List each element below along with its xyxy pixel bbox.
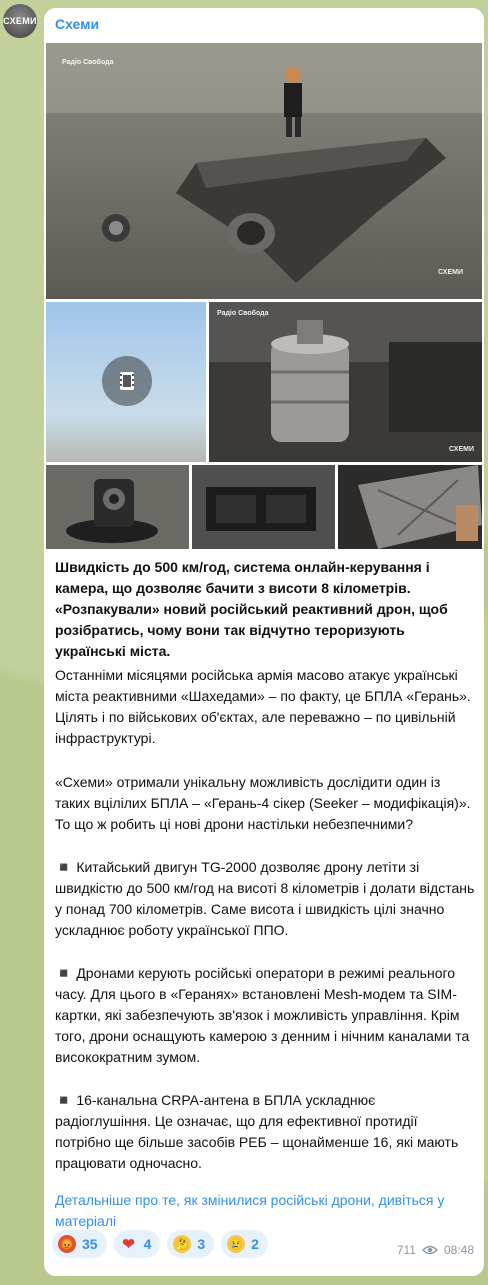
details-link[interactable]: Детальніше про те, як змінилися російські дрони, дивіться у матеріалі <box>55 1192 445 1229</box>
post-intro: Швидкість до 500 км/год, система онлайн-керування і камера, що дозволяє бачити з висоти 8 кілометрів. «Розпакували» новий російський реактивний дрон, щоб розібратись, чому вони так відчутно тероризують українські міста. <box>55 559 448 659</box>
film-icon <box>116 370 138 392</box>
channel-name[interactable]: Схеми <box>55 16 100 32</box>
reactions-bar <box>52 1230 268 1258</box>
photo-camera[interactable] <box>46 465 189 549</box>
post-bullet-antenna: ◾️ 16-канальна CRPA-антена в БПЛА ускладнює радіоглушіння. Це означає, що для ефективної протидії потрібно ще більше засобів РЕБ – щонайменше 16, які мають працювати одночасно. <box>55 1092 459 1171</box>
modem-illustration <box>192 465 335 549</box>
message-time: 08:48 <box>443 1243 474 1257</box>
reaction-crying[interactable] <box>221 1230 268 1258</box>
reaction-count: 35 <box>82 1236 98 1252</box>
message-bubble <box>44 8 484 1276</box>
photo-drone-main[interactable] <box>46 43 482 299</box>
reaction-count: 4 <box>143 1236 152 1252</box>
crying-face-icon: 😢 <box>227 1235 245 1253</box>
play-video-button[interactable] <box>102 356 152 406</box>
reaction-angry[interactable] <box>52 1230 107 1258</box>
engine-illustration <box>209 302 482 462</box>
channel-avatar[interactable] <box>3 4 37 38</box>
photo-antenna[interactable] <box>338 465 482 549</box>
antenna-illustration <box>338 465 482 549</box>
drone-main-illustration <box>46 43 482 299</box>
thinking-face-icon: 🤔 <box>173 1235 191 1253</box>
avatar-text: СХЕМИ <box>3 16 37 26</box>
reaction-count: 3 <box>197 1236 206 1252</box>
photo-engine[interactable] <box>209 302 482 462</box>
post-bullet-engine: ◾️ Китайський двигун TG-2000 дозволяє дрону летіти зі швидкістю до 500 км/год на висоті 8 кілометрів і долати відстань у понад 700 кілометрів. Саме висота і швидкість цілі значно ускладнює роботу української ППО. <box>55 859 475 938</box>
radio-svoboda-watermark: Радіо Свобода <box>62 59 114 66</box>
angry-face-icon: 😡 <box>58 1235 76 1253</box>
radio-svoboda-watermark: Радіо Свобода <box>217 310 269 317</box>
schemes-watermark: СХЕМИ <box>449 446 474 453</box>
post-paragraph-2: «Схеми» отримали унікальну можливість дослідити один із таких вцілілих БПЛА – «Герань-4 сікер (Seeker – модифікація)». То що ж робить ці нові дрони настільки небезпечними? <box>55 774 471 832</box>
red-heart-icon: ❤ <box>122 1236 135 1253</box>
camera-illustration <box>46 465 189 549</box>
post-paragraph-1: Останніми місяцями російська армія масово атакує українські міста реактивними «Шахедами» – по факту, це БПЛА «Герань». Цілять і по військових об'єктах, але переважно – по цивільній інфраструктурі. <box>55 667 471 746</box>
reaction-count: 2 <box>251 1236 259 1252</box>
message-meta <box>397 1243 474 1257</box>
schemes-watermark: СХЕМИ <box>438 269 463 276</box>
eye-icon <box>422 1245 438 1255</box>
view-count: 711 <box>396 1243 416 1257</box>
photo-modem[interactable] <box>192 465 335 549</box>
post-bullet-control: ◾️ Дронами керують російські оператори в режимі реального часу. Для цього в «Геранях» встановлені Mesh-модем та SIM-картки, які забезпечують зв'язок і можливість управління. Крім того, дрони оснащують камерою з денним і нічним каналами та високократним зумом. <box>55 965 470 1065</box>
video-thumbnail[interactable] <box>46 302 206 462</box>
reaction-heart[interactable] <box>114 1230 161 1258</box>
reaction-thinking[interactable] <box>167 1230 214 1258</box>
